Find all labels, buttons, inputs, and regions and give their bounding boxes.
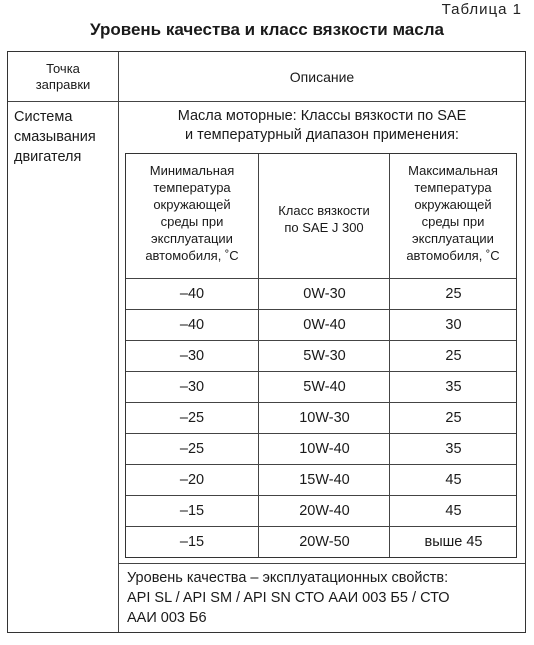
min-temp-cell: –15 — [179, 534, 205, 550]
point-line3: двигателя — [14, 149, 82, 165]
grade-cell: 5W-30 — [258, 341, 390, 371]
intro-line2: и температурный диапазон применения: — [185, 127, 459, 143]
header-description: Описание — [289, 69, 355, 85]
grade-cell: 5W-40 — [258, 372, 390, 402]
min-temp-cell: –25 — [179, 410, 205, 426]
quality-line1: Уровень качества – эксплуатационных свойств: — [127, 570, 449, 586]
max-temp-header-line: среды при — [421, 214, 485, 229]
viscosity-header-line: по SAE J 300 — [284, 220, 364, 235]
point-line2: смазывания — [14, 129, 96, 145]
table-row — [126, 464, 516, 495]
table-row — [126, 433, 516, 464]
table-row — [126, 371, 516, 402]
max-temp-header — [390, 162, 516, 264]
grade-cell: 15W-40 — [258, 465, 390, 495]
min-temp-cell: –30 — [179, 379, 205, 395]
max-temp-cell: 25 — [389, 279, 517, 309]
min-temp-cell: –40 — [179, 317, 205, 333]
max-temp-header-line: автомобиля, ˚С — [406, 248, 500, 263]
intro-text — [119, 107, 525, 145]
max-temp-cell: 30 — [389, 310, 517, 340]
table-row — [126, 402, 516, 433]
viscosity-header — [259, 202, 389, 236]
max-temp-header-line: эксплуатации — [412, 231, 494, 246]
point-name — [14, 107, 118, 167]
quality-text — [127, 568, 519, 628]
max-temp-header-line: температура — [414, 180, 492, 195]
quality-line2: API SL / API SM / API SN СТО ААИ 003 Б5 / СТО — [127, 590, 450, 606]
table-row — [126, 526, 516, 557]
header-point-line1: Точка — [46, 61, 80, 76]
grade-cell: 0W-30 — [258, 279, 390, 309]
viscosity-table — [125, 153, 517, 558]
min-temp-cell: –20 — [179, 472, 205, 488]
header-point — [9, 61, 117, 93]
min-temp-cell: –15 — [179, 503, 205, 519]
max-temp-cell: 45 — [389, 496, 517, 526]
footer-divider — [118, 563, 525, 564]
max-temp-cell: 25 — [389, 341, 517, 371]
grade-cell: 20W-40 — [258, 496, 390, 526]
max-temp-cell: 25 — [389, 403, 517, 433]
min-temp-cell: –40 — [179, 286, 205, 302]
table-number: Таблица 1 — [441, 1, 522, 18]
header-divider — [8, 101, 525, 102]
table-row — [126, 340, 516, 371]
max-temp-header-line: окружающей — [414, 197, 492, 212]
table-row — [126, 278, 516, 309]
grade-cell: 10W-40 — [258, 434, 390, 464]
grade-cell: 10W-30 — [258, 403, 390, 433]
min-temp-header-line: среды при — [160, 214, 224, 229]
point-line1: Система — [14, 109, 73, 125]
max-temp-header-line: Максимальная — [408, 163, 498, 178]
max-temp-cell: 35 — [389, 372, 517, 402]
header-point-line2: заправки — [35, 77, 91, 92]
table-row — [126, 309, 516, 340]
grade-cell: 20W-50 — [258, 527, 390, 557]
quality-line3: ААИ 003 Б6 — [127, 610, 207, 626]
intro-line1: Масла моторные: Классы вязкости по SAE — [177, 108, 467, 124]
min-temp-header-line: окружающей — [153, 197, 231, 212]
viscosity-header-line: Класс вязкости — [278, 203, 370, 218]
table-row — [126, 495, 516, 526]
max-temp-cell: выше 45 — [389, 527, 517, 557]
min-temp-header-line: автомобиля, ˚С — [145, 248, 239, 263]
min-temp-header — [126, 162, 258, 264]
grade-cell: 0W-40 — [258, 310, 390, 340]
min-temp-header-line: Минимальная — [149, 163, 235, 178]
max-temp-cell: 45 — [389, 465, 517, 495]
min-temp-header-line: эксплуатации — [151, 231, 233, 246]
min-temp-cell: –25 — [179, 441, 205, 457]
min-temp-cell: –30 — [179, 348, 205, 364]
max-temp-cell: 35 — [389, 434, 517, 464]
min-temp-header-line: температура — [153, 180, 231, 195]
page-title: Уровень качества и класс вязкости масла — [90, 20, 444, 39]
